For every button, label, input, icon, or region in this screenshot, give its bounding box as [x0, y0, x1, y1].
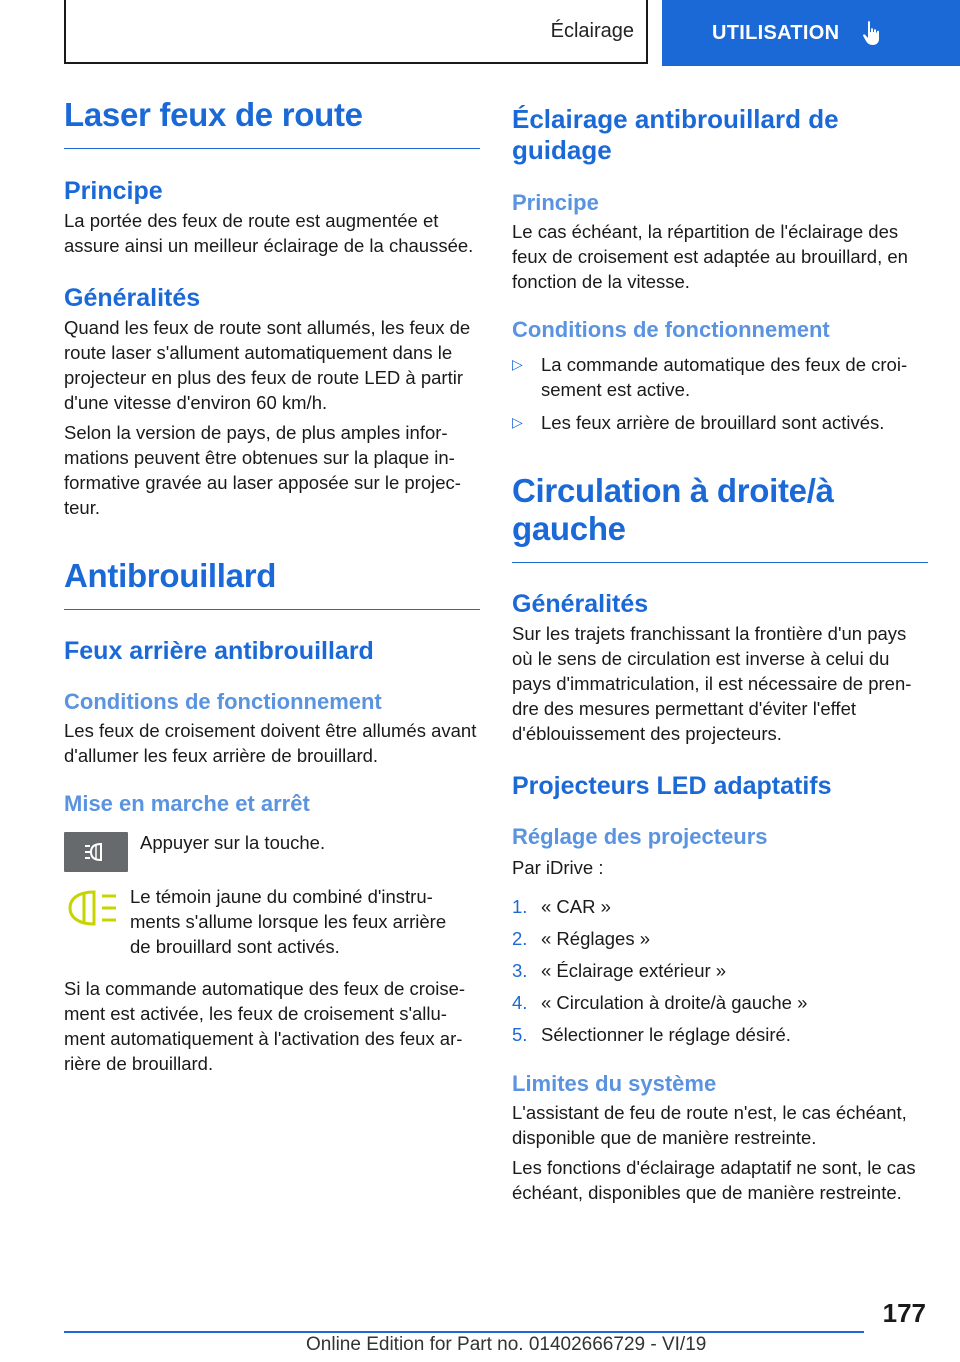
edition-text: Online Edition for Part no. 01402666729 - VI/19 [306, 1334, 707, 1355]
list-item: 3. « Éclairage extérieur » [512, 960, 727, 981]
limites-paragraph-1: L'assistant de feu de route n'est, le cas échéant, disponible que de manière restreinte. [512, 1102, 907, 1148]
rear-fog-indicator-icon [64, 886, 120, 930]
pointing-hand-icon [861, 20, 885, 46]
si-commande-text: Si la commande automatique des feux de croisement est activée, les feux de croisement s'allument automatiquement à l'activation des feux arrière de brouillard. [64, 978, 466, 1074]
conditions-list [512, 352, 928, 435]
page-header [0, 0, 960, 66]
page-number: 177 [882, 1298, 926, 1328]
conditions-text: Les feux de croisement doivent être allumés avant d'allumer les feux arrière de brouillard. [64, 720, 477, 766]
heading-eclairage-antibrouillard: Éclairage antibrouillard de guidage [512, 104, 839, 165]
heading-generalites: Généralités [64, 284, 201, 312]
list-item: 5. Sélectionner le réglage désiré. [512, 1024, 791, 1045]
list-item: 4. « Circulation à droite/à gauche » [512, 992, 808, 1013]
section-label [64, 0, 648, 64]
heading-principe-right: Principe [512, 190, 599, 215]
chapter-tab [662, 0, 960, 66]
section-title: Éclairage [550, 19, 634, 42]
heading-conditions-fonctionnement: Conditions de fonctionnement [64, 689, 382, 714]
generalites-paragraph-1: Quand les feux de route sont allumés, les feux de route laser s'allument automatiquement dans le projecteur en plus des feux de route LED à partir d'une vitesse d'environ 60 km/h. [64, 317, 471, 413]
list-item: ▷ La commande automatique des feux de croisement est active. [512, 354, 908, 400]
list-item: 1. « CAR » [512, 896, 611, 917]
principe-text-right: Le cas échéant, la répartition de l'éclairage des feux de croisement est adaptée au brouillard, en fonction de la vitesse. [512, 221, 908, 292]
heading-laser-feux-de-route: Laser feux de route [64, 96, 480, 149]
par-idrive-text: Par iDrive : [512, 857, 604, 878]
appuyer-text: Appuyer sur la touche. [140, 832, 326, 853]
right-column [512, 104, 928, 1205]
heading-circulation: Circulation à droite/à gauche [512, 472, 928, 563]
triangle-bullet-icon: ▷ [512, 356, 523, 372]
footer-divider [64, 1331, 864, 1333]
heading-principe: Principe [64, 177, 163, 205]
chapter-title: UTILISATION [712, 21, 840, 44]
triangle-bullet-icon: ▷ [512, 414, 523, 430]
list-item: ▷ Les feux arrière de brouillard sont activés. [512, 412, 885, 433]
principe-text: La portée des feux de route est augmentée et assure ainsi un meilleur éclairage de la chaussée. [64, 210, 474, 256]
heading-generalites-right: Généralités [512, 590, 649, 618]
button-instruction-row [64, 832, 480, 872]
generalites-text-right: Sur les trajets franchissant la frontière d'un pays où le sens de circulation est inverse à celui du pays d'immatriculation, il est nécessaire de prendre des mesures permettant d'éviter l'effet d'éblouissement des projecteurs. [512, 623, 912, 744]
indicator-row [64, 886, 480, 959]
steps-list [512, 894, 928, 1047]
left-column [64, 96, 480, 1076]
heading-projecteurs-led: Projecteurs LED adaptatifs [512, 772, 832, 800]
list-item: 2. « Réglages » [512, 928, 651, 949]
heading-limites-systeme: Limites du système [512, 1071, 717, 1096]
heading-antibrouillard: Antibrouillard [64, 557, 480, 610]
heading-conditions-right: Conditions de fonctionnement [512, 317, 830, 342]
temoin-text: Le témoin jaune du combiné d'instruments s'allume lorsque les feux arrière de brouillard sont activés. [130, 886, 447, 957]
heading-feux-arriere-antibrouillard: Feux arrière antibrouillard [64, 637, 374, 665]
heading-mise-en-marche: Mise en marche et arrêt [64, 791, 310, 816]
generalites-paragraph-2: Selon la version de pays, de plus amples informations peuvent être obtenues sur la plaque informative gravée au laser apposée sur le projecteur. [64, 422, 461, 518]
fog-light-button-icon [64, 832, 128, 872]
limites-paragraph-2: Les fonctions d'éclairage adaptatif ne sont, le cas échéant, disponibles que de manière restreinte. [512, 1157, 916, 1203]
heading-reglage-projecteurs: Réglage des projecteurs [512, 824, 768, 849]
